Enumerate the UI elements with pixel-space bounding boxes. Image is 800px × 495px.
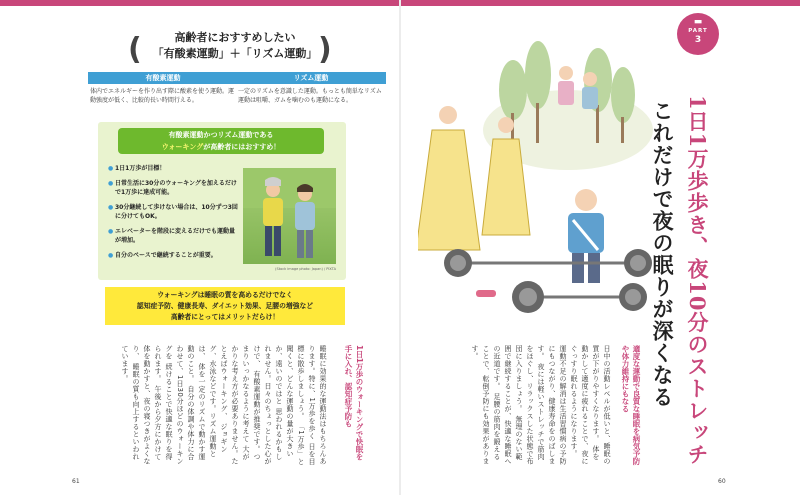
bullet-item: ● 自分のペースで継続することが重要。 [108,251,238,260]
bullet-item: ● 1日1万歩が目標！ [108,164,238,173]
open-bracket-ornament: ( [128,32,142,67]
close-bracket-ornament: ) [318,32,332,67]
rhythm-card-title: リズム運動 [236,72,386,84]
part-label: PART [688,28,708,34]
exercise-illustration [418,35,658,315]
walking-couple-photo [243,168,336,264]
yellow-note-text [120,290,330,323]
section-title [140,30,330,62]
yellow-note-line1: ウォーキングは睡眠の質を高めるだけでなく [157,291,293,299]
recommend-heading-rest: が高齢者にはおすすめ！ [203,143,281,151]
bullet-item: ● 30分継続して歩けない場合は、10分ずつ3回に分けてもOK。 [108,203,238,221]
rhythm-card-text: 一定のリズムを意識した運動。もっとも簡単なリズム運動は咀嚼、ガムを噛むのも運動になる。 [238,88,382,104]
left-body-column: ジョギング、水泳などです。リズム運動とは、 体を一定のリズムで動かす運動のこと。 [187,345,228,461]
photo-credit: (Stock image photo: Japan) / PIXTA [275,267,336,271]
chapter-title-black: これだけで夜の眠りが深くなる [650,100,675,408]
right-body-column: 体を動かして適度に疲れることで、夜にぐっすり眠れるようになります。 [570,345,600,465]
right-body-column: 足腰の筋肉を鍛えることで、転倒予防にも効果があります。 [471,345,501,465]
chapter-title-pink: 1日1万歩歩き、夜10分のストレッチ [685,95,710,466]
aerobic-card [88,72,238,108]
left-body-column: 午後から夕方にかけて体を動かすと、夜の寝つきがよくなり、 睡眠の質も向上するといわれています。 [121,345,162,465]
yellow-note-line2: 認知症予防、健康長寿、ダイエット効果、足腰の増強など [136,302,314,310]
recommend-heading-line2 [118,141,324,153]
right-page-number: 60 [718,478,726,485]
recommend-box-heading [118,128,324,154]
left-body-caption: 1日1万歩のウォーキングで快眠を手に入れ、認知症予防も [344,345,364,461]
part-badge [677,13,719,55]
section-title-line2: 「有酸素運動」＋「リズム運動」 [152,47,318,60]
recommend-heading-highlight: ウォーキング [161,143,204,151]
page-gutter [399,0,401,495]
car-icon: ▬ [693,17,703,27]
right-body-column: 運動不足の解消は生活習慣病の予防にもつながり、健康寿命をのばします。 [537,345,567,465]
yellow-note-line3: 高齢者にとってはメリットだらけ！ [170,313,280,321]
left-body-column: 睡眠に効果的な運動法はもちろんあります。特に、1万歩を歩く 日を目標に散歩しましょう。 [297,345,327,466]
right-body-text [424,345,612,467]
right-body-column: 日中の活動レベルが低いと、睡眠の質が下がりやすくなります。 [592,345,611,465]
left-page-number: 61 [72,478,80,485]
left-body-column: 「1万歩」と聞くと、どんな運動の量が大きいか、遠いのではと 思われるかもしれません。日々のちょっとした心がけで、 [253,345,305,466]
recommend-bullet-list [108,164,238,266]
aerobic-card-title: 有酸素運動 [88,72,238,84]
left-body-column: 自分の体調や体力に合わせて、1日30分ほどのウォーキングを 続けることで快適な眠りを得られます。 [154,345,195,465]
aerobic-card-text: 体内でエネルギーを作り出す際に酸素を使う運動。運動強度が低く、比較的長い時間行える。 [90,88,235,104]
left-body-column: 有酸素運動が推奨です。つまりいっかなるように考えて 大がかりな考え方が必要ありません。たとえばウォーキング、 [220,345,261,465]
bullet-item: ● 日常生活に30分のウォーキングを加えるだけで1万歩に達成可能。 [108,179,238,197]
right-body-column: 夜には軽いストレッチで筋肉をほぐし、リラックスした状態で布団に入りましょう。 [515,345,545,465]
part-number: 3 [694,35,702,45]
recommend-heading-line1: 有酸素運動かつリズム運動である [168,131,274,139]
right-body-caption: 適度な運動で良質な睡眠を病気予防や体力維持にもなる [621,345,641,465]
left-body-text [92,345,328,467]
right-body-column: 無理のない範囲で継続することが、快適な睡眠への近道です。 [493,345,523,465]
bullet-item: ● エレベーターを階段に変えるだけでも運動量が増加。 [108,227,238,245]
rhythm-card [236,72,386,108]
section-title-line1: 高齢者におすすめしたい [174,31,296,44]
